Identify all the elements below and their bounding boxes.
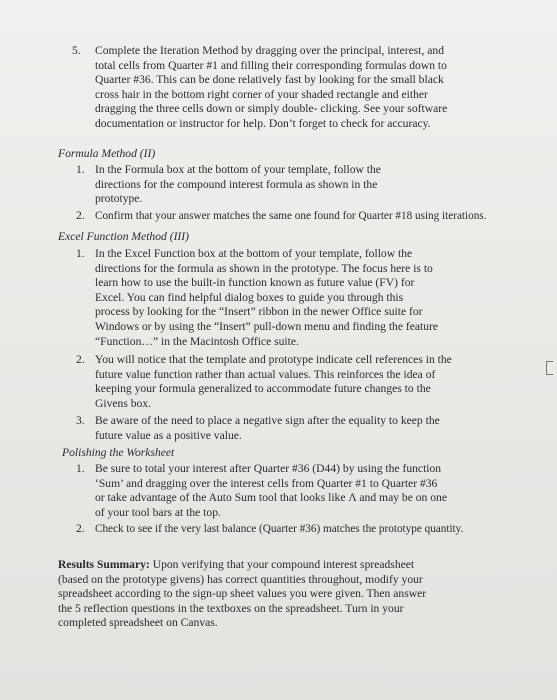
item-5-number: 5. — [72, 44, 81, 57]
text-line: directions for the compound interest formula as shown in the — [95, 177, 378, 191]
results-summary-label: Results Summary: — [58, 558, 150, 571]
text-line: learn how to use the built-in function known as future value (FV) for — [95, 276, 415, 290]
formula-item-1-text — [95, 163, 381, 207]
formula-item-2-text — [95, 209, 486, 224]
text-line: keeping your formula generalized to accommodate future changes to the — [95, 382, 431, 396]
text-line: prototype. — [95, 192, 143, 206]
excel-item-1-text — [95, 247, 438, 349]
margin-bracket-mark — [546, 361, 553, 375]
polishing-item-1-number: 1. — [76, 462, 85, 475]
text-line: total cells from Quarter #1 and filling their corresponding formulas down to — [95, 58, 447, 72]
excel-item-2-number: 2. — [76, 353, 85, 366]
text-line: In the Excel Function box at the bottom of your template, follow the — [95, 247, 413, 260]
excel-item-1-number: 1. — [76, 247, 85, 260]
polishing-item-1-text — [95, 462, 447, 520]
text-line: “Function…” in the Macintosh Office suite. — [95, 334, 299, 348]
text-line: Excel. You can find helpful dialog boxes to guide you through this — [95, 290, 404, 304]
text-line: (based on the prototype givens) has correct quantities throughout, modify your — [58, 572, 423, 586]
formula-item-1-number: 1. — [76, 163, 85, 176]
text-line: directions for the formula as shown in the prototype. The focus here is to — [95, 261, 433, 275]
polishing-heading: Polishing the Worksheet — [62, 446, 175, 459]
excel-item-3-text — [95, 414, 440, 443]
text-line: Windows or by using the “Insert” pull-down menu and finding the feature — [95, 319, 439, 333]
text-line: or take advantage of the Auto Sum tool that looks like Λ and may be on one — [95, 491, 447, 505]
text-line: Givens box. — [95, 396, 152, 410]
polishing-item-2-number: 2. — [76, 522, 85, 535]
text-line: Complete the Iteration Method by dragging over the principal, interest, and — [95, 44, 445, 57]
text-line: process by looking for the “Insert” ribbon in the newer Office suite for — [95, 305, 423, 319]
text-line: dragging the three cells down or simply double- clicking. See your software — [95, 102, 448, 116]
text-line: You will notice that the template and prototype indicate cell references in the — [95, 353, 452, 366]
formula-method-heading: Formula Method (II) — [58, 147, 156, 160]
text-line: ‘Sum’ and dragging over the interest cells from Quarter #1 to Quarter #36 — [95, 476, 438, 490]
excel-item-3-number: 3. — [76, 414, 85, 427]
text-line: Upon verifying that your compound interest spreadsheet — [149, 558, 415, 571]
results-first-line — [58, 558, 426, 573]
text-line: completed spreadsheet on Canvas. — [58, 616, 218, 630]
text-line: Confirm that your answer matches the same one found for Quarter #18 using iterations. — [95, 210, 487, 222]
text-line: of your tool bars at the top. — [95, 505, 221, 519]
text-line: Be aware of the need to place a negative sign after the equality to keep the — [95, 414, 440, 427]
text-line: In the Formula box at the bottom of your template, follow the — [95, 163, 381, 176]
results-summary — [58, 558, 426, 631]
excel-item-2-text — [95, 353, 452, 411]
text-line: Be sure to total your interest after Quarter #36 (D44) by using the function — [95, 462, 442, 475]
text-line: spreadsheet according to the sign-up sheet values you were given. Then answer — [58, 587, 427, 601]
formula-item-2-number: 2. — [76, 209, 85, 222]
text-line: cross hair in the bottom right corner of your shaded rectangle and either — [95, 87, 428, 101]
text-line: Check to see if the very last balance (Quarter #36) matches the prototype quantity. — [95, 523, 464, 535]
item-5-text — [95, 44, 447, 132]
text-line: Quarter #36. This can be done relatively fast by looking for the small black — [95, 73, 444, 87]
text-line: future value function rather than actual values. This reinforces the idea of — [95, 367, 436, 381]
excel-method-heading: Excel Function Method (III) — [58, 230, 190, 243]
polishing-item-2-text — [95, 522, 463, 537]
text-line: future value as a positive value. — [95, 428, 242, 442]
text-line: documentation or instructor for help. Don’t forget to check for accuracy. — [95, 116, 431, 130]
text-line: the 5 reflection questions in the textboxes on the spreadsheet. Turn in your — [58, 601, 404, 615]
